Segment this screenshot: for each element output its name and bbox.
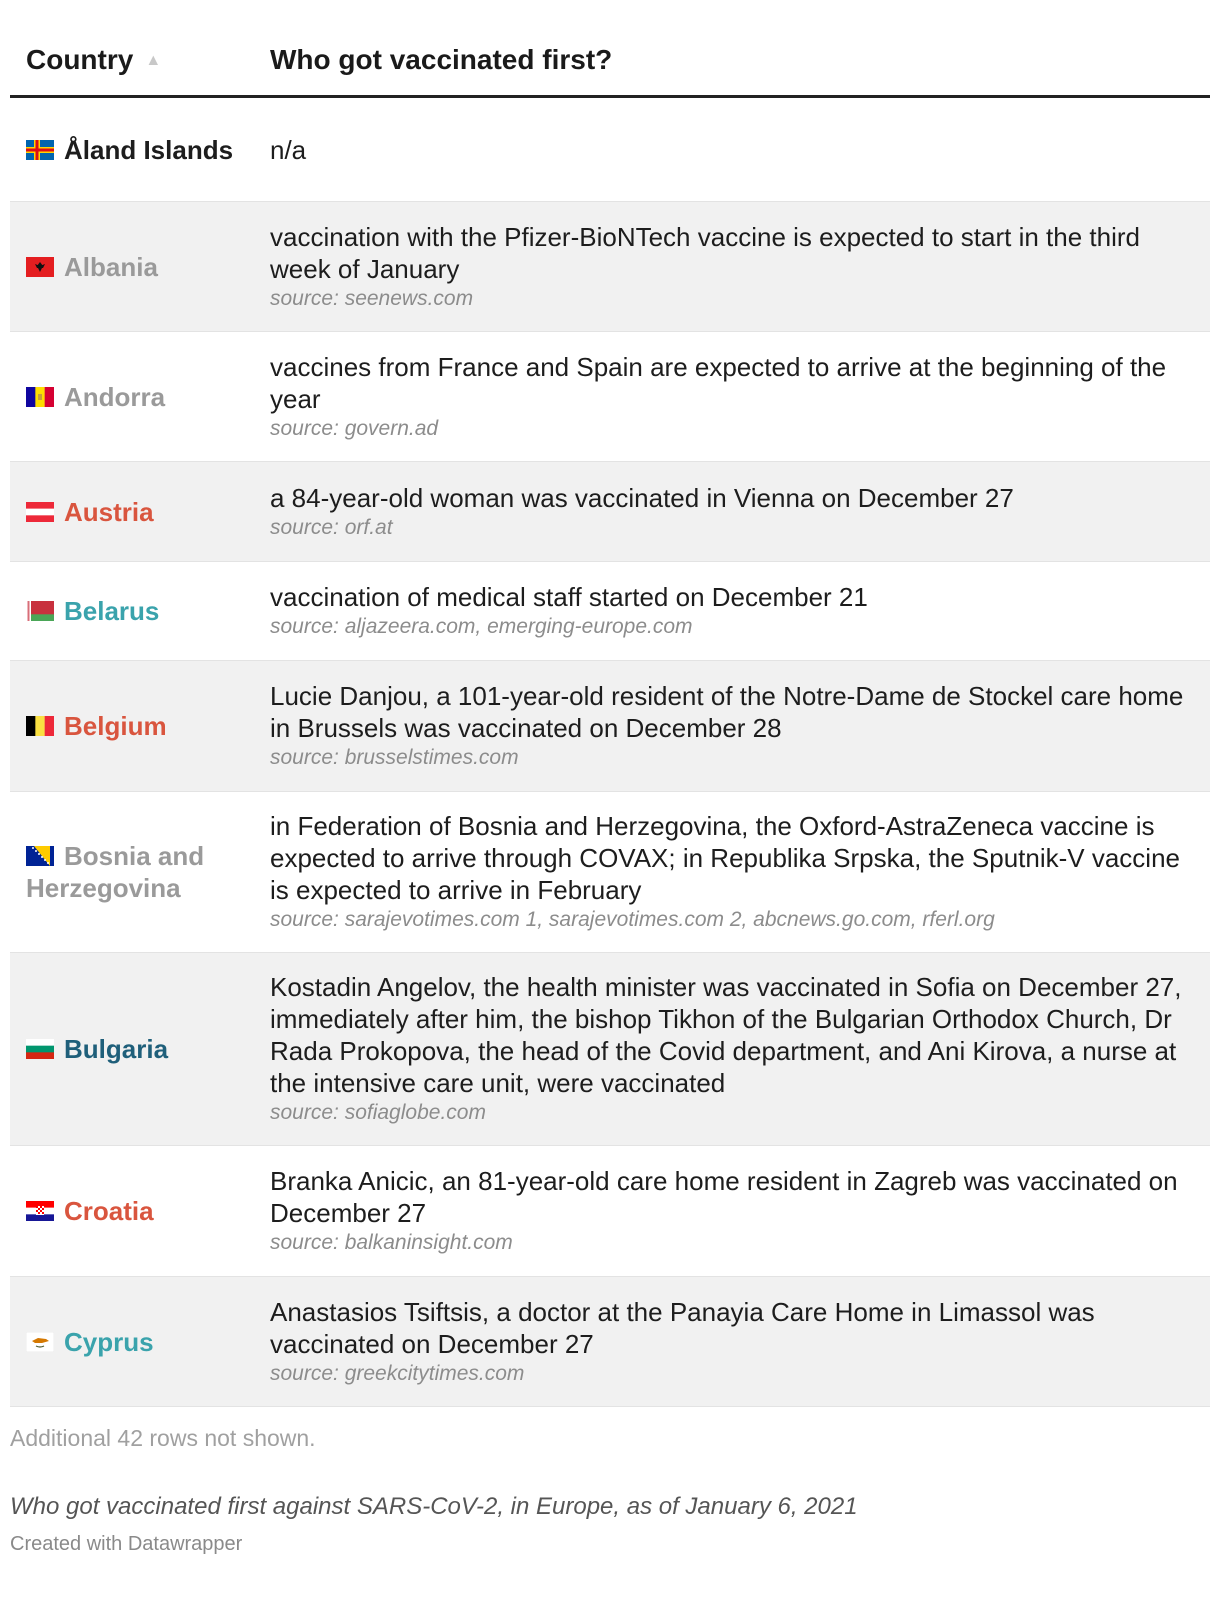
source-text: source: sarajevotimes.com 1, sarajevotimes.com 2, abcnews.go.com, rferl.org: [270, 908, 995, 931]
source-text: source: greekcitytimes.com: [270, 1361, 525, 1385]
country-cell: [26, 840, 251, 904]
vaccination-table: [10, 0, 1210, 1407]
source-text: source: seenews.com: [270, 286, 474, 310]
description-text: Lucie Danjou, a 101-year-old resident of the Notre-Dame de Stockel care home in Brussels was vaccinated on December 28: [270, 681, 1184, 743]
albania-flag-icon: [26, 257, 54, 277]
table-row: [10, 1277, 1210, 1407]
aland-flag-icon: [26, 140, 54, 160]
description-cell: [270, 680, 1190, 772]
table-body: [10, 98, 1210, 1407]
country-cell: [26, 1033, 251, 1065]
andorra-flag-icon: [26, 387, 54, 407]
description-cell: [270, 971, 1190, 1127]
table-row: [10, 953, 1210, 1146]
table-row: [10, 792, 1210, 953]
sort-ascending-icon[interactable]: ▲: [145, 52, 162, 69]
country-cell: [26, 496, 251, 528]
description-cell: [270, 134, 1190, 166]
description-text: a 84-year-old woman was vaccinated in Vienna on December 27: [270, 482, 1014, 513]
table-row: [10, 98, 1210, 202]
table-row: [10, 332, 1210, 462]
country-name: Belarus: [64, 596, 160, 626]
austria-flag-icon: [26, 502, 54, 522]
country-name: Andorra: [64, 381, 166, 412]
country-name: Bulgaria: [64, 1034, 169, 1064]
description-text: vaccination of medical staff started on December 21: [270, 582, 868, 612]
table-header: [10, 0, 1210, 98]
country-name: Croatia: [64, 1196, 154, 1226]
country-name: Austria: [64, 496, 154, 527]
country-cell: [26, 1195, 251, 1227]
description-cell: [270, 221, 1190, 313]
description-cell: [270, 810, 1190, 934]
table-row: [10, 661, 1210, 792]
country-name: Cyprus: [64, 1326, 154, 1357]
column-header-country-label: Country: [26, 44, 134, 75]
description-cell: [270, 351, 1190, 443]
table-row: [10, 562, 1210, 661]
source-text: source: govern.ad: [270, 416, 439, 440]
description-cell: [270, 482, 1190, 542]
description-cell: [270, 1165, 1190, 1257]
cyprus-flag-icon: [26, 1332, 54, 1352]
source-text: source: sofiaglobe.com: [270, 1101, 486, 1124]
source-text: source: brusselstimes.com: [270, 746, 519, 769]
description-text: Anastasios Tsiftsis, a doctor at the Panayia Care Home in Limassol was vaccinated on December 27: [270, 1296, 1095, 1359]
description-text: vaccines from France and Spain are expected to arrive at the beginning of the year: [270, 351, 1167, 414]
country-name: Åland Islands: [64, 134, 234, 165]
croatia-flag-icon: [26, 1201, 54, 1221]
description-text: in Federation of Bosnia and Herzegovina, the Oxford-AstraZeneca vaccine is expected to arrive through COVAX; in Republika Srpska, the Sputnik-V vaccine is expected to arrive in February: [270, 811, 1180, 905]
source-text: source: aljazeera.com, emerging-europe.com: [270, 615, 693, 638]
country-cell: [26, 251, 251, 283]
belgium-flag-icon: [26, 716, 54, 736]
country-cell: [26, 595, 251, 627]
country-name: Belgium: [64, 711, 167, 741]
description-text: Kostadin Angelov, the health minister was vaccinated in Sofia on December 27, immediately after him, the bishop Tikhon of the Bulgarian Orthodox Church, Dr Rada Prokopova, the head of the Covid department, and Ani Kirova, a nurse at the intensive care unit, were vaccinated: [270, 972, 1182, 1098]
description-text: Branka Anicic, an 81-year-old care home resident in Zagreb was vaccinated on December 27: [270, 1166, 1178, 1228]
description-cell: [270, 581, 1190, 641]
table-row: [10, 202, 1210, 332]
bulgaria-flag-icon: [26, 1039, 54, 1059]
table-caption: Who got vaccinated first against SARS-CoV-2, in Europe, as of January 6, 2021: [10, 1493, 858, 1520]
country-cell: [26, 1326, 251, 1358]
datawrapper-credit[interactable]: Created with Datawrapper: [10, 1533, 243, 1555]
column-header-country[interactable]: [26, 44, 161, 76]
table-row: [10, 1146, 1210, 1277]
country-cell: [26, 381, 251, 413]
country-name: Bosnia and Herzegovina: [26, 841, 205, 903]
belarus-flag-icon: [26, 601, 54, 621]
bosnia-flag-icon: [26, 846, 54, 866]
column-header-who[interactable]: Who got vaccinated first?: [270, 44, 613, 75]
rows-not-shown-note: Additional 42 rows not shown.: [10, 1425, 316, 1451]
source-text: source: orf.at: [270, 515, 393, 539]
country-name: Albania: [64, 251, 158, 282]
country-cell: [26, 710, 251, 742]
description-text: vaccination with the Pfizer-BioNTech vaccine is expected to start in the third week of January: [270, 221, 1140, 284]
table-row: [10, 462, 1210, 562]
description-text: n/a: [270, 134, 307, 165]
country-cell: [26, 134, 251, 166]
source-text: source: balkaninsight.com: [270, 1231, 513, 1254]
description-cell: [270, 1296, 1190, 1388]
